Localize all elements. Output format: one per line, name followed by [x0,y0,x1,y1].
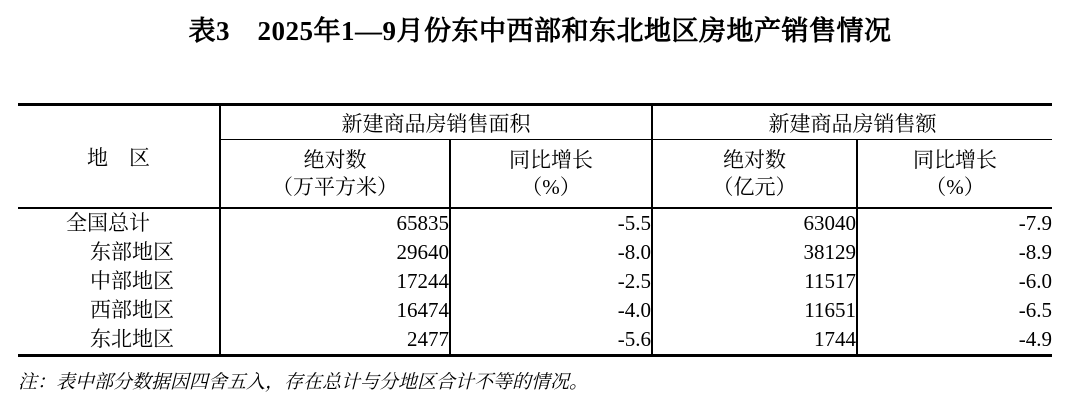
sales-growth-value: -4.9 [857,325,1052,356]
sales-growth-value: -6.0 [857,267,1052,296]
region-name: 东部地区 [90,240,174,264]
col-header-title: 同比增长 [509,147,593,172]
area-absolute-value: 29640 [220,238,450,267]
sales-absolute-value: 11517 [652,267,857,296]
area-growth-value: -4.0 [450,296,652,325]
sales-absolute-value: 1744 [652,325,857,356]
col-header-value-absolute [652,140,857,209]
col-header-title: 同比增长 [913,147,997,172]
area-growth-value: -5.5 [450,208,652,238]
area-absolute-value: 16474 [220,296,450,325]
col-header-unit: （%） [521,174,581,199]
sales-growth-value: -8.9 [857,238,1052,267]
sales-absolute-value: 11651 [652,296,857,325]
area-growth-value: -2.5 [450,267,652,296]
region-name: 中部地区 [90,269,174,293]
area-growth-value: -8.0 [450,238,652,267]
col-header-unit: （%） [925,174,985,199]
region-column-header: 地 区 [18,105,220,209]
col-header-unit: （万平方米） [272,174,398,199]
sales-absolute-value: 63040 [652,208,857,238]
region-name: 东北地区 [90,327,174,351]
table-row-central [18,267,1052,296]
col-header-value-growth [857,140,1052,209]
group-header-row [18,105,1052,140]
col-header-area-absolute [220,140,450,209]
table-title: 表3 2025年1—9月份东中西部和东北地区房地产销售情况 [188,16,892,46]
table-row-eastern [18,238,1052,267]
table-header [18,105,1052,209]
table-row-western [18,296,1052,325]
group-header-sales-area: 新建商品房销售面积 [220,105,652,140]
col-header-title: 绝对数 [303,147,367,172]
table-row-northeastern [18,325,1052,356]
table-row-national-total [18,208,1052,238]
regional-sales-table [18,103,1052,357]
region-name: 全国总计 [66,211,150,235]
group-header-sales-value: 新建商品房销售额 [652,105,1052,140]
area-absolute-value: 65835 [220,208,450,238]
sales-growth-value: -7.9 [857,208,1052,238]
area-growth-value: -5.6 [450,325,652,356]
footnote: 注：表中部分数据因四舍五入，存在总计与分地区合计不等的情况。 [18,372,589,393]
area-absolute-value: 2477 [220,325,450,356]
region-name: 西部地区 [90,298,174,322]
col-header-title: 绝对数 [723,147,786,172]
area-absolute-value: 17244 [220,267,450,296]
table-body [18,208,1052,356]
col-header-unit: （亿元） [712,174,797,199]
sales-growth-value: -6.5 [857,296,1052,325]
col-header-area-growth [450,140,652,209]
sales-absolute-value: 38129 [652,238,857,267]
